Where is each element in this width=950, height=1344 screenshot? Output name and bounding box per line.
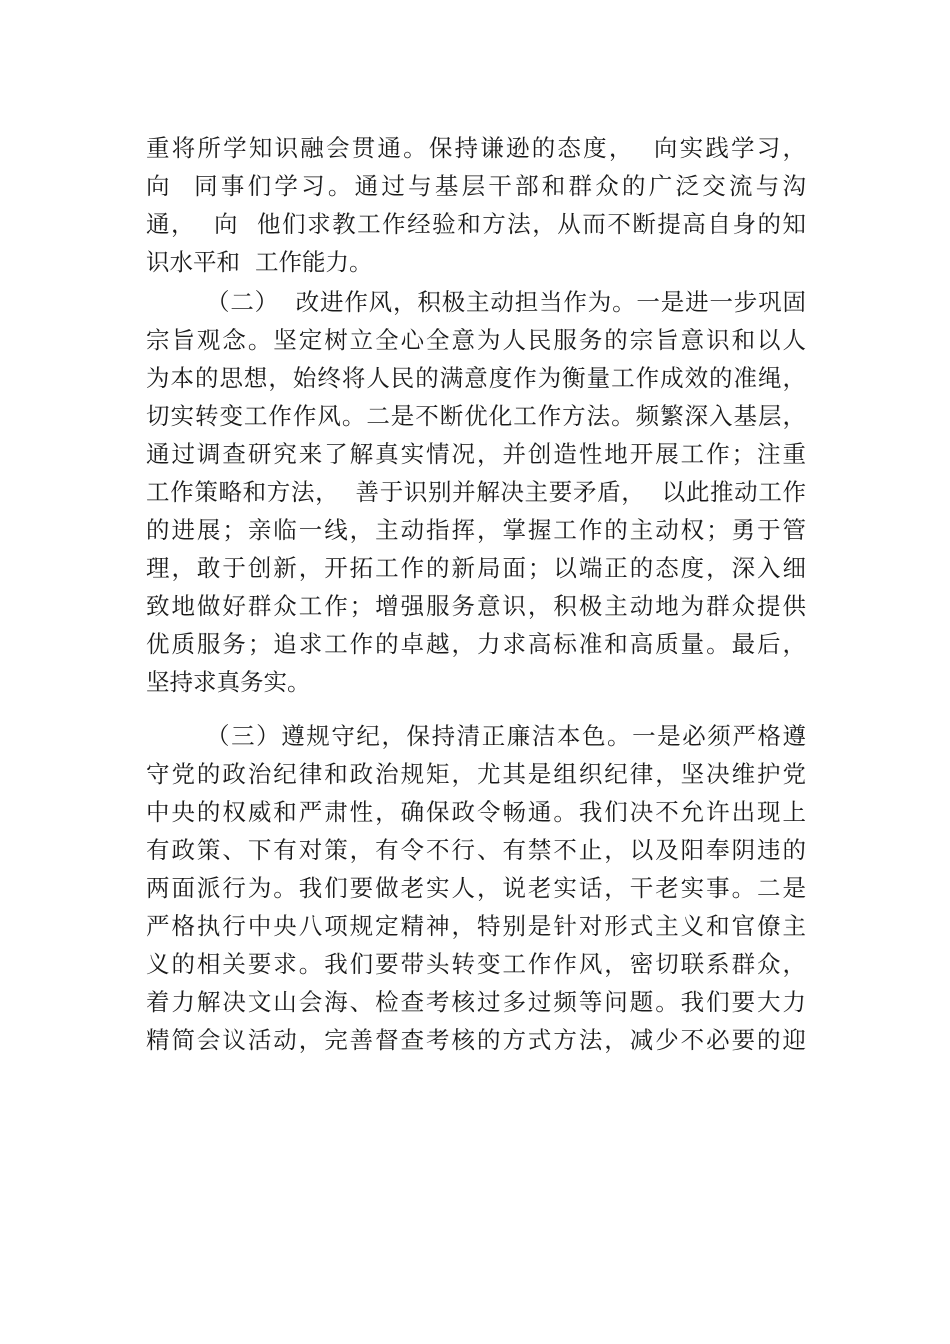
paragraph-3-line-2: 守党的政治纪律和政治规矩，尤其是组织纪律，坚决维护党	[146, 760, 806, 788]
paragraph-1-line-3: 通， 向 他们求教工作经验和方法，从而不断提高自身的知	[146, 210, 806, 238]
paragraph-1-line-1: 重将所学知识融会贯通。保持谦逊的态度， 向实践学习，	[146, 134, 806, 162]
paragraph-3-line-6: 严格执行中央八项规定精神，特别是针对形式主义和官僚主	[146, 912, 806, 940]
paragraph-2-line-9: 致地做好群众工作；增强服务意识，积极主动地为群众提供	[146, 592, 806, 620]
paragraph-2-heading-line: （二） 改进作风，积极主动担当作为。一是进一步巩固	[206, 288, 806, 316]
paragraph-2-line-10: 优质服务；追求工作的卓越，力求高标准和高质量。最后，	[146, 630, 806, 658]
paragraph-3-line-4: 有政策、下有对策，有令不行、有禁不止，以及阳奉阴违的	[146, 836, 806, 864]
paragraph-2-line-6: 工作策略和方法， 善于识别并解决主要矛盾， 以此推动工作	[146, 478, 806, 506]
paragraph-3-line-7: 义的相关要求。我们要带头转变工作作风，密切联系群众，	[146, 950, 806, 978]
paragraph-3-line-9: 精简会议活动，完善督查考核的方式方法，减少不必要的迎	[146, 1026, 806, 1054]
paragraph-2-line-7: 的进展；亲临一线，主动指挥，掌握工作的主动权；勇于管	[146, 516, 806, 544]
paragraph-1-line-2: 向 同事们学习。通过与基层干部和群众的广泛交流与沟	[146, 172, 806, 200]
paragraph-3-line-3: 中央的权威和严肃性，确保政令畅通。我们决不允许出现上	[146, 798, 806, 826]
paragraph-3-line-8: 着力解决文山会海、检查考核过多过频等问题。我们要大力	[146, 988, 806, 1016]
paragraph-2-line-4: 切实转变工作作风。二是不断优化工作方法。频繁深入基层，	[146, 402, 806, 430]
paragraph-2-line-11: 坚持求真务实。	[146, 668, 311, 696]
paragraph-2-line-5: 通过调查研究来了解真实情况，并创造性地开展工作；注重	[146, 440, 806, 468]
paragraph-2-line-2: 宗旨观念。坚定树立全心全意为人民服务的宗旨意识和以人	[146, 326, 806, 354]
paragraph-2-line-3: 为本的思想，始终将人民的满意度作为衡量工作成效的准绳，	[146, 364, 806, 392]
paragraph-3-heading-line: （三）遵规守纪，保持清正廉洁本色。一是必须严格遵	[206, 722, 806, 750]
paragraph-1-line-4: 识水平和 工作能力。	[146, 248, 373, 276]
paragraph-2-line-8: 理，敢于创新，开拓工作的新局面；以端正的态度，深入细	[146, 554, 806, 582]
paragraph-3-line-5: 两面派行为。我们要做老实人，说老实话，干老实事。二是	[146, 874, 806, 902]
